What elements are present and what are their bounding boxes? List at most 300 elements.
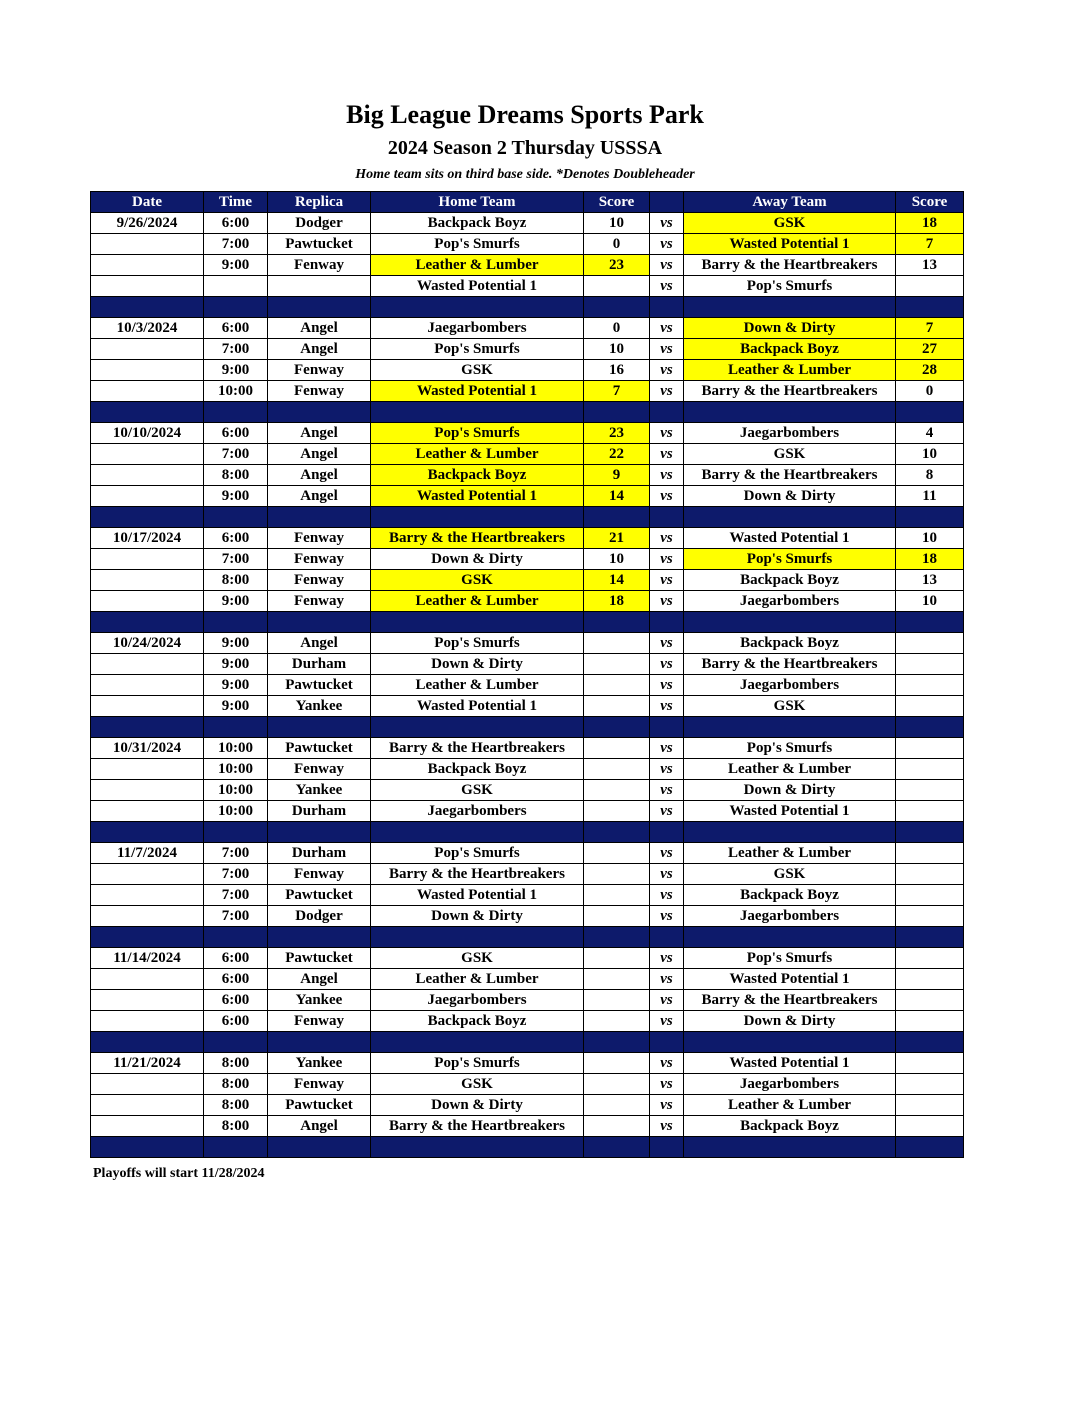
- vs-label: vs: [650, 234, 684, 255]
- separator-cell: [268, 717, 371, 738]
- game-time: 7:00: [204, 906, 268, 927]
- away-team: Jaegarbombers: [684, 591, 896, 612]
- home-team: Pop's Smurfs: [371, 423, 584, 444]
- away-team: Backpack Boyz: [684, 570, 896, 591]
- away-team: Backpack Boyz: [684, 1116, 896, 1137]
- away-team: Pop's Smurfs: [684, 276, 896, 297]
- game-time: 6:00: [204, 990, 268, 1011]
- home-team: Leather & Lumber: [371, 675, 584, 696]
- game-replica-field: Fenway: [268, 864, 371, 885]
- separator-cell: [684, 402, 896, 423]
- separator-cell: [268, 1032, 371, 1053]
- game-date: [91, 360, 204, 381]
- away-score: [896, 843, 964, 864]
- away-score: 8: [896, 465, 964, 486]
- separator-cell: [204, 1137, 268, 1158]
- game-time: 8:00: [204, 1053, 268, 1074]
- game-row: [91, 213, 964, 234]
- separator-cell: [268, 297, 371, 318]
- separator-cell: [584, 612, 650, 633]
- away-score: 0: [896, 381, 964, 402]
- away-team: Leather & Lumber: [684, 843, 896, 864]
- game-replica-field: Durham: [268, 654, 371, 675]
- game-time: [204, 276, 268, 297]
- game-date: 10/10/2024: [91, 423, 204, 444]
- game-date: [91, 885, 204, 906]
- game-row: [91, 486, 964, 507]
- home-team: GSK: [371, 1074, 584, 1095]
- vs-label: vs: [650, 1095, 684, 1116]
- game-replica-field: Pawtucket: [268, 234, 371, 255]
- home-score: [584, 738, 650, 759]
- away-team: Wasted Potential 1: [684, 528, 896, 549]
- vs-label: vs: [650, 969, 684, 990]
- home-score: [584, 1011, 650, 1032]
- vs-label: vs: [650, 948, 684, 969]
- separator-cell: [204, 822, 268, 843]
- away-team: Pop's Smurfs: [684, 549, 896, 570]
- separator-cell: [268, 612, 371, 633]
- separator-cell: [91, 1032, 204, 1053]
- away-score: [896, 696, 964, 717]
- game-row: [91, 528, 964, 549]
- separator-cell: [584, 1137, 650, 1158]
- week-separator-row: [91, 717, 964, 738]
- home-score: 0: [584, 318, 650, 339]
- away-team: Jaegarbombers: [684, 423, 896, 444]
- vs-label: vs: [650, 276, 684, 297]
- game-replica-field: Angel: [268, 423, 371, 444]
- col-header-away-team: Away Team: [684, 192, 896, 213]
- away-team: Pop's Smurfs: [684, 948, 896, 969]
- home-score: 18: [584, 591, 650, 612]
- game-row: [91, 759, 964, 780]
- game-time: 9:00: [204, 486, 268, 507]
- game-replica-field: Fenway: [268, 759, 371, 780]
- away-score: [896, 276, 964, 297]
- home-team: Pop's Smurfs: [371, 633, 584, 654]
- home-team: Wasted Potential 1: [371, 276, 584, 297]
- game-date: [91, 1095, 204, 1116]
- game-date: [91, 759, 204, 780]
- away-score: [896, 1074, 964, 1095]
- home-team: Backpack Boyz: [371, 465, 584, 486]
- home-team: Jaegarbombers: [371, 990, 584, 1011]
- vs-label: vs: [650, 444, 684, 465]
- col-header-home-score: Score: [584, 192, 650, 213]
- game-time: 8:00: [204, 570, 268, 591]
- away-team: Barry & the Heartbreakers: [684, 381, 896, 402]
- home-score: [584, 885, 650, 906]
- vs-label: vs: [650, 801, 684, 822]
- home-score: [584, 759, 650, 780]
- game-row: [91, 339, 964, 360]
- away-score: [896, 801, 964, 822]
- game-time: 6:00: [204, 528, 268, 549]
- separator-cell: [896, 822, 964, 843]
- game-row: [91, 780, 964, 801]
- away-team: GSK: [684, 864, 896, 885]
- vs-label: vs: [650, 738, 684, 759]
- separator-cell: [91, 717, 204, 738]
- game-row: [91, 465, 964, 486]
- game-time: 8:00: [204, 465, 268, 486]
- home-score: 23: [584, 423, 650, 444]
- col-header-date: Date: [91, 192, 204, 213]
- home-team: Pop's Smurfs: [371, 843, 584, 864]
- separator-cell: [91, 1137, 204, 1158]
- game-time: 9:00: [204, 654, 268, 675]
- home-score: 14: [584, 570, 650, 591]
- game-time: 10:00: [204, 381, 268, 402]
- away-team: Down & Dirty: [684, 1011, 896, 1032]
- separator-cell: [896, 927, 964, 948]
- separator-cell: [371, 402, 584, 423]
- game-time: 9:00: [204, 633, 268, 654]
- game-date: [91, 1011, 204, 1032]
- home-team: Barry & the Heartbreakers: [371, 1116, 584, 1137]
- separator-cell: [371, 1137, 584, 1158]
- game-replica-field: Dodger: [268, 906, 371, 927]
- vs-label: vs: [650, 654, 684, 675]
- col-header-vs: [650, 192, 684, 213]
- game-replica-field: Pawtucket: [268, 885, 371, 906]
- separator-cell: [650, 507, 684, 528]
- home-score: [584, 948, 650, 969]
- away-team: Down & Dirty: [684, 780, 896, 801]
- home-team: Wasted Potential 1: [371, 696, 584, 717]
- home-score: [584, 843, 650, 864]
- game-time: 6:00: [204, 1011, 268, 1032]
- game-time: 8:00: [204, 1074, 268, 1095]
- separator-cell: [91, 297, 204, 318]
- game-row: [91, 948, 964, 969]
- game-replica-field: Fenway: [268, 570, 371, 591]
- game-replica-field: Pawtucket: [268, 675, 371, 696]
- game-time: 6:00: [204, 213, 268, 234]
- separator-cell: [371, 297, 584, 318]
- game-row: [91, 654, 964, 675]
- vs-label: vs: [650, 1116, 684, 1137]
- game-date: [91, 444, 204, 465]
- separator-cell: [684, 1137, 896, 1158]
- home-score: [584, 696, 650, 717]
- home-score: 21: [584, 528, 650, 549]
- away-team: GSK: [684, 696, 896, 717]
- page-title: Big League Dreams Sports Park: [346, 100, 704, 129]
- home-score: 10: [584, 213, 650, 234]
- away-team: Jaegarbombers: [684, 1074, 896, 1095]
- week-separator-row: [91, 297, 964, 318]
- game-date: [91, 969, 204, 990]
- game-date: [91, 696, 204, 717]
- game-row: [91, 570, 964, 591]
- separator-cell: [650, 717, 684, 738]
- week-separator-row: [91, 1032, 964, 1053]
- away-score: [896, 738, 964, 759]
- game-row: [91, 360, 964, 381]
- separator-cell: [650, 1137, 684, 1158]
- vs-label: vs: [650, 360, 684, 381]
- separator-cell: [650, 297, 684, 318]
- away-team: Jaegarbombers: [684, 675, 896, 696]
- game-row: [91, 738, 964, 759]
- game-date: 10/31/2024: [91, 738, 204, 759]
- home-score: 22: [584, 444, 650, 465]
- home-score: 16: [584, 360, 650, 381]
- separator-cell: [268, 507, 371, 528]
- away-team: Jaegarbombers: [684, 906, 896, 927]
- separator-cell: [91, 507, 204, 528]
- away-score: 4: [896, 423, 964, 444]
- game-date: 10/3/2024: [91, 318, 204, 339]
- game-row: [91, 801, 964, 822]
- game-time: 10:00: [204, 738, 268, 759]
- away-score: 18: [896, 549, 964, 570]
- playoffs-note: Playoffs will start 11/28/2024: [93, 1166, 265, 1181]
- home-score: [584, 1074, 650, 1095]
- game-time: 7:00: [204, 234, 268, 255]
- separator-cell: [896, 612, 964, 633]
- game-row: [91, 591, 964, 612]
- separator-cell: [650, 612, 684, 633]
- game-date: [91, 486, 204, 507]
- game-time: 9:00: [204, 255, 268, 276]
- schedule-table: [90, 191, 964, 1158]
- separator-cell: [896, 507, 964, 528]
- col-header-home-team: Home Team: [371, 192, 584, 213]
- game-time: 7:00: [204, 444, 268, 465]
- game-time: 9:00: [204, 360, 268, 381]
- away-team: Backpack Boyz: [684, 885, 896, 906]
- home-team: Leather & Lumber: [371, 255, 584, 276]
- away-team: Backpack Boyz: [684, 633, 896, 654]
- away-score: [896, 990, 964, 1011]
- game-replica-field: Pawtucket: [268, 1095, 371, 1116]
- separator-cell: [584, 822, 650, 843]
- vs-label: vs: [650, 990, 684, 1011]
- game-date: [91, 801, 204, 822]
- home-team: GSK: [371, 780, 584, 801]
- game-time: 10:00: [204, 801, 268, 822]
- game-time: 7:00: [204, 339, 268, 360]
- home-team-note: Home team sits on third base side. *Denotes Doubleheader: [355, 167, 695, 182]
- separator-cell: [584, 927, 650, 948]
- home-score: 7: [584, 381, 650, 402]
- vs-label: vs: [650, 759, 684, 780]
- separator-cell: [896, 1032, 964, 1053]
- game-time: 10:00: [204, 759, 268, 780]
- game-date: [91, 549, 204, 570]
- vs-label: vs: [650, 486, 684, 507]
- home-score: [584, 1116, 650, 1137]
- vs-label: vs: [650, 339, 684, 360]
- game-date: [91, 990, 204, 1011]
- separator-cell: [91, 402, 204, 423]
- game-date: 11/21/2024: [91, 1053, 204, 1074]
- game-date: [91, 654, 204, 675]
- away-score: [896, 654, 964, 675]
- home-score: 0: [584, 234, 650, 255]
- game-replica-field: Angel: [268, 633, 371, 654]
- home-score: [584, 990, 650, 1011]
- away-team: Leather & Lumber: [684, 1095, 896, 1116]
- game-row: [91, 675, 964, 696]
- vs-label: vs: [650, 381, 684, 402]
- away-team: Backpack Boyz: [684, 339, 896, 360]
- away-team: Leather & Lumber: [684, 360, 896, 381]
- separator-cell: [204, 507, 268, 528]
- game-date: 10/24/2024: [91, 633, 204, 654]
- col-header-replica: Replica: [268, 192, 371, 213]
- vs-label: vs: [650, 591, 684, 612]
- away-team: Barry & the Heartbreakers: [684, 654, 896, 675]
- game-replica-field: Fenway: [268, 255, 371, 276]
- separator-cell: [204, 402, 268, 423]
- separator-cell: [204, 1032, 268, 1053]
- home-score: [584, 675, 650, 696]
- game-replica-field: Fenway: [268, 1011, 371, 1032]
- away-score: 11: [896, 486, 964, 507]
- game-replica-field: Fenway: [268, 381, 371, 402]
- game-replica-field: Fenway: [268, 549, 371, 570]
- game-replica-field: Durham: [268, 801, 371, 822]
- vs-label: vs: [650, 843, 684, 864]
- vs-label: vs: [650, 864, 684, 885]
- game-time: 8:00: [204, 1116, 268, 1137]
- separator-cell: [650, 822, 684, 843]
- game-row: [91, 906, 964, 927]
- game-replica-field: Angel: [268, 969, 371, 990]
- home-score: [584, 780, 650, 801]
- home-score: [584, 864, 650, 885]
- home-team: Down & Dirty: [371, 906, 584, 927]
- home-team: Leather & Lumber: [371, 591, 584, 612]
- game-date: 11/7/2024: [91, 843, 204, 864]
- home-score: 14: [584, 486, 650, 507]
- separator-cell: [896, 1137, 964, 1158]
- home-team: Pop's Smurfs: [371, 234, 584, 255]
- away-score: [896, 633, 964, 654]
- game-date: 11/14/2024: [91, 948, 204, 969]
- home-team: Down & Dirty: [371, 654, 584, 675]
- col-header-time: Time: [204, 192, 268, 213]
- separator-cell: [371, 612, 584, 633]
- home-score: [584, 276, 650, 297]
- home-score: [584, 801, 650, 822]
- separator-cell: [650, 1032, 684, 1053]
- separator-cell: [371, 822, 584, 843]
- home-score: [584, 906, 650, 927]
- game-replica-field: Yankee: [268, 990, 371, 1011]
- home-score: 23: [584, 255, 650, 276]
- separator-cell: [91, 822, 204, 843]
- away-score: 27: [896, 339, 964, 360]
- away-score: 7: [896, 234, 964, 255]
- home-team: Leather & Lumber: [371, 444, 584, 465]
- separator-cell: [684, 612, 896, 633]
- game-replica-field: Dodger: [268, 213, 371, 234]
- separator-cell: [650, 402, 684, 423]
- away-score: 18: [896, 213, 964, 234]
- game-replica-field: Yankee: [268, 1053, 371, 1074]
- separator-cell: [584, 402, 650, 423]
- home-team: Backpack Boyz: [371, 1011, 584, 1032]
- game-row: [91, 1053, 964, 1074]
- game-row: [91, 1011, 964, 1032]
- vs-label: vs: [650, 570, 684, 591]
- home-team: Wasted Potential 1: [371, 885, 584, 906]
- vs-label: vs: [650, 1074, 684, 1095]
- away-team: Wasted Potential 1: [684, 234, 896, 255]
- game-row: [91, 1095, 964, 1116]
- separator-cell: [268, 927, 371, 948]
- game-time: 9:00: [204, 696, 268, 717]
- game-date: [91, 1074, 204, 1095]
- away-score: 13: [896, 570, 964, 591]
- game-replica-field: Angel: [268, 465, 371, 486]
- game-date: [91, 675, 204, 696]
- away-team: Down & Dirty: [684, 486, 896, 507]
- game-time: 9:00: [204, 591, 268, 612]
- home-team: Backpack Boyz: [371, 759, 584, 780]
- separator-cell: [268, 1137, 371, 1158]
- separator-cell: [684, 927, 896, 948]
- home-team: Down & Dirty: [371, 1095, 584, 1116]
- separator-cell: [268, 822, 371, 843]
- home-team: Pop's Smurfs: [371, 339, 584, 360]
- game-time: 9:00: [204, 675, 268, 696]
- game-replica-field: Fenway: [268, 528, 371, 549]
- game-date: [91, 465, 204, 486]
- separator-cell: [584, 297, 650, 318]
- separator-cell: [204, 297, 268, 318]
- separator-cell: [371, 717, 584, 738]
- home-score: [584, 654, 650, 675]
- vs-label: vs: [650, 318, 684, 339]
- away-team: Leather & Lumber: [684, 759, 896, 780]
- game-row: [91, 696, 964, 717]
- game-replica-field: Fenway: [268, 591, 371, 612]
- game-row: [91, 843, 964, 864]
- home-team: Barry & the Heartbreakers: [371, 528, 584, 549]
- away-score: [896, 864, 964, 885]
- separator-cell: [896, 297, 964, 318]
- game-time: 7:00: [204, 885, 268, 906]
- home-score: [584, 969, 650, 990]
- game-time: 8:00: [204, 1095, 268, 1116]
- away-score: [896, 675, 964, 696]
- vs-label: vs: [650, 528, 684, 549]
- game-time: 7:00: [204, 864, 268, 885]
- away-score: [896, 1011, 964, 1032]
- game-date: [91, 276, 204, 297]
- separator-cell: [371, 1032, 584, 1053]
- game-date: [91, 864, 204, 885]
- separator-cell: [204, 717, 268, 738]
- vs-label: vs: [650, 213, 684, 234]
- game-row: [91, 549, 964, 570]
- vs-label: vs: [650, 885, 684, 906]
- away-team: Barry & the Heartbreakers: [684, 465, 896, 486]
- home-team: GSK: [371, 570, 584, 591]
- away-score: 10: [896, 591, 964, 612]
- game-date: [91, 906, 204, 927]
- separator-cell: [684, 717, 896, 738]
- away-score: [896, 969, 964, 990]
- home-score: 10: [584, 549, 650, 570]
- game-replica-field: Angel: [268, 444, 371, 465]
